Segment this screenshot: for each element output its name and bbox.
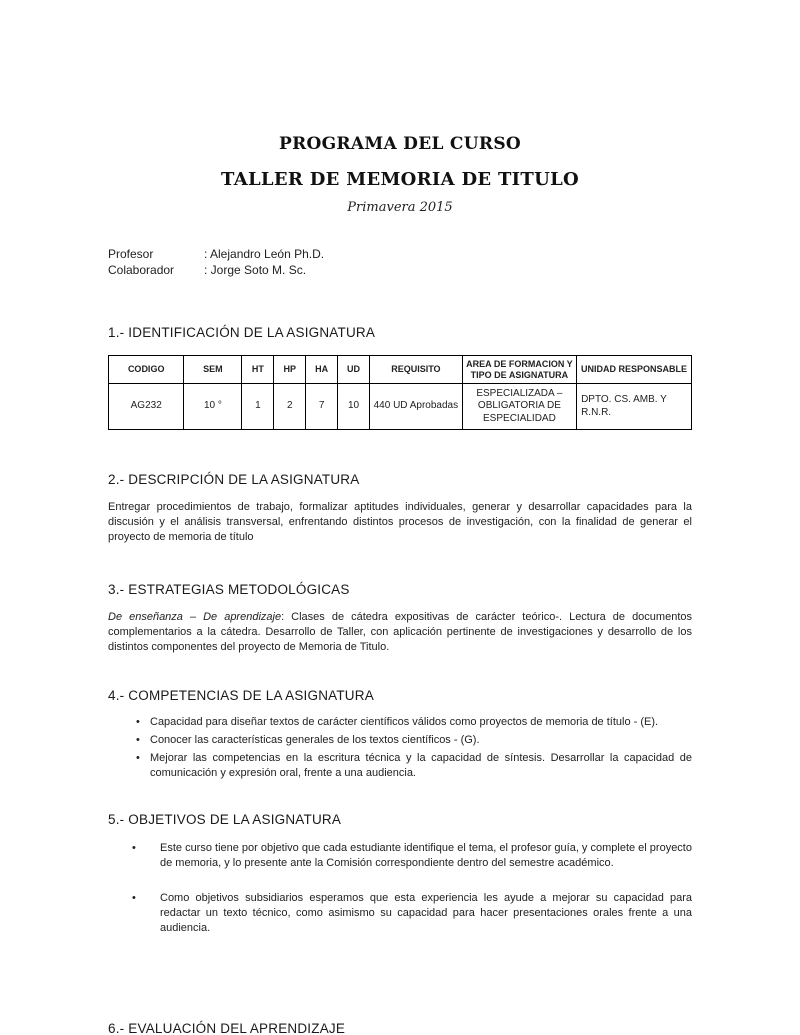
cell-ht: 1: [242, 384, 274, 430]
col-header-unidad: UNIDAD RESPONSABLE: [577, 356, 692, 384]
section-3-paragraph: [108, 610, 692, 655]
section-4-heading: 4.- COMPETENCIAS DE LA ASIGNATURA: [108, 688, 374, 703]
cell-unidad: DPTO. CS. AMB. Y R.N.R.: [577, 384, 692, 430]
document-term: Primavera 2015: [347, 200, 453, 215]
list-item: • Este curso tiene por objetivo que cada estudiante identifique el tema, el profesor guía, y complete el proyecto de memoria, y lo presente ante la Comisión correspondiente dentro del semestre académico.: [132, 841, 692, 871]
professor-name: : Alejandro León Ph.D.: [204, 247, 325, 261]
staff-block: [108, 246, 692, 278]
section-3-text: : Clases de cátedra expositivas de carácter teórico-. Lectura de documentos complementarios a la cátedra. Desarrollo de Taller, con aplicación pertinente de investigaciones y desarrollo de los distintos componentes del proyecto de Memoria de Titulo.: [108, 611, 692, 653]
objectives-list: [108, 841, 692, 936]
document-title: PROGRAMA DEL CURSO: [278, 134, 522, 154]
cell-codigo: AG232: [109, 384, 184, 430]
cell-requisito: 440 UD Aprobadas: [369, 384, 462, 430]
cell-ud: 10: [338, 384, 370, 430]
table-row: [109, 384, 692, 430]
list-item: • Capacidad para diseñar textos de carácter científicos válidos como proyectos de memoria de título - (E).: [136, 715, 692, 730]
section-3-lead: De enseñanza – De aprendizaje: [108, 611, 282, 623]
section-6-heading: 6.- EVALUACIÓN DEL APRENDIZAJE: [108, 1021, 346, 1035]
collaborator-label: Colaborador: [108, 263, 175, 277]
col-header-ht: HT: [242, 356, 274, 384]
document-subtitle: TALLER DE MEMORIA DE TITULO: [220, 169, 580, 190]
col-header-requisito: REQUISITO: [369, 356, 462, 384]
list-item: • Como objetivos subsidiarios esperamos que esta experiencia les ayude a mejorar su capacidad para redactar un texto técnico, como asimismo su capacidad para hacer presentaciones orales frente a una audiencia.: [132, 891, 692, 936]
col-header-ha: HA: [306, 356, 338, 384]
cell-ha: 7: [306, 384, 338, 430]
collaborator-row: [108, 262, 692, 278]
col-header-area: AREA DE FORMACION Y TIPO DE ASIGNATURA: [462, 356, 576, 384]
section-1-heading: 1.- IDENTIFICACIÓN DE LA ASIGNATURA: [108, 325, 376, 340]
col-header-codigo: CODIGO: [109, 356, 184, 384]
col-header-ud: UD: [338, 356, 370, 384]
cell-sem: 10 °: [184, 384, 242, 430]
title-block: [108, 0, 692, 215]
course-identification-table: [108, 355, 692, 430]
professor-label: Profesor: [108, 247, 154, 261]
competencies-list: [108, 715, 692, 781]
col-header-sem: SEM: [184, 356, 242, 384]
col-header-hp: HP: [274, 356, 306, 384]
section-5-heading: 5.- OBJETIVOS DE LA ASIGNATURA: [108, 812, 342, 827]
professor-row: [108, 246, 692, 262]
section-2-paragraph: Entregar procedimientos de trabajo, formalizar aptitudes individuales, generar y desarrollar capacidades para la discusión y el análisis transversal, enfrentando distintos procesos de investigación, con la finalidad de generar el proyecto de memoria de título: [108, 501, 692, 543]
table-header-row: [109, 356, 692, 384]
list-item: • Conocer las características generales de los textos científicos - (G).: [136, 733, 692, 748]
cell-hp: 2: [274, 384, 306, 430]
cell-area: ESPECIALIZADA – OBLIGATORIA DE ESPECIALIDAD: [462, 384, 576, 430]
collaborator-name: : Jorge Soto M. Sc.: [204, 263, 307, 277]
list-item: • Mejorar las competencias en la escritura técnica y la capacidad de síntesis. Desarrollar la capacidad de comunicación y expresión oral, frente a una audiencia.: [136, 751, 692, 781]
section-2-heading: 2.- DESCRIPCIÓN DE LA ASIGNATURA: [108, 472, 360, 487]
section-3-heading: 3.- ESTRATEGIAS METODOLÓGICAS: [108, 582, 350, 597]
